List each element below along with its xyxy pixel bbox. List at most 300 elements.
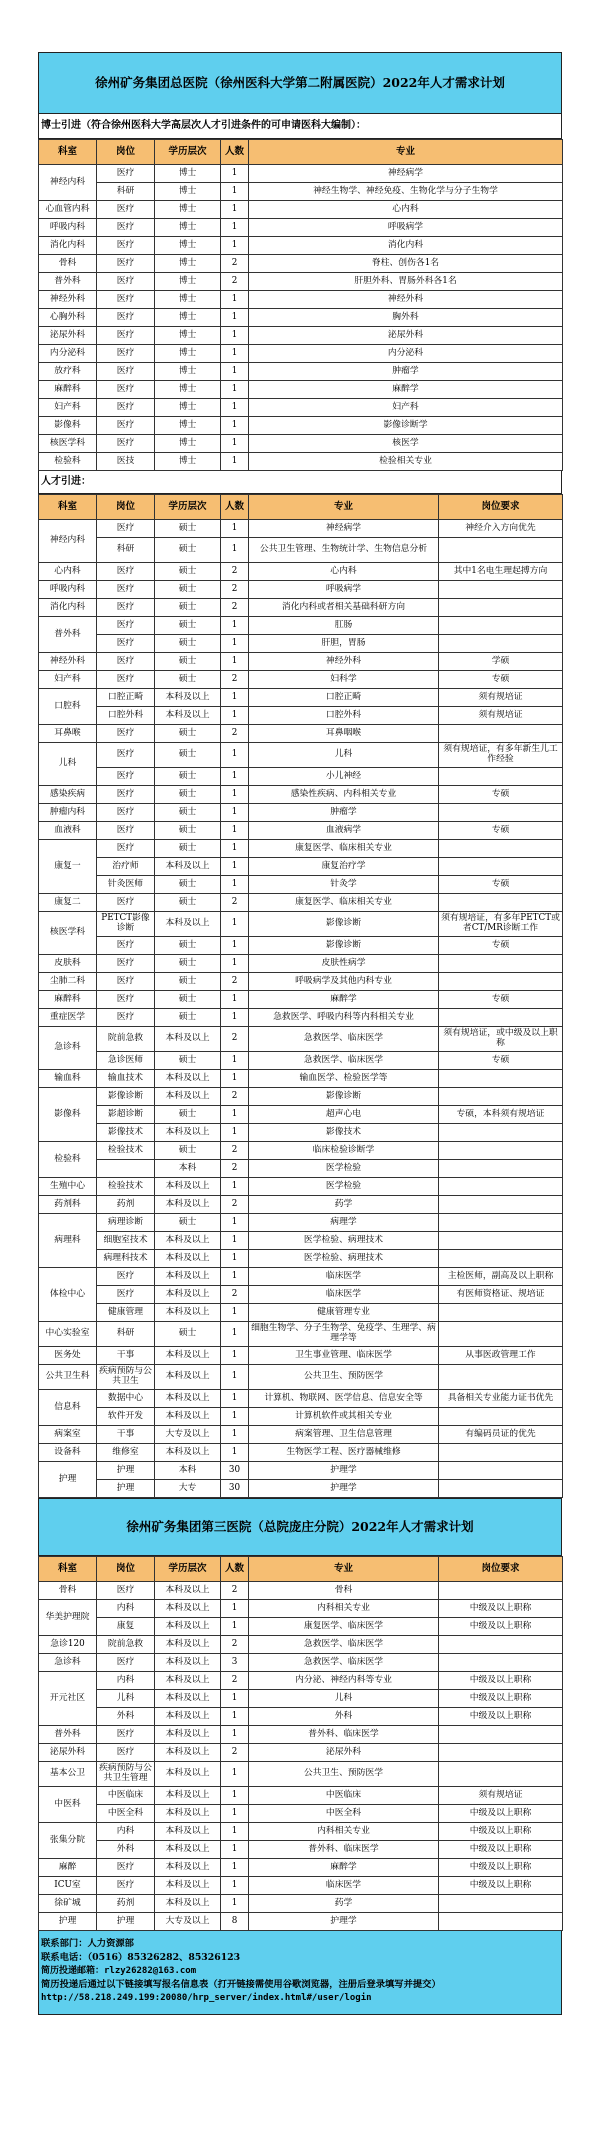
cell-headcount: 30 xyxy=(221,1480,249,1498)
cell-education: 本科及以上 xyxy=(155,1027,221,1052)
cell-requirement: 中级及以上职称 xyxy=(439,1600,563,1618)
cell-headcount: 1 xyxy=(221,399,249,417)
cell-requirement xyxy=(439,1895,563,1913)
cell-department: 口腔科 xyxy=(39,689,97,725)
table-row xyxy=(39,786,563,804)
cell-education: 本科及以上 xyxy=(155,1347,221,1365)
cell-major: 急救医学、临床医学 xyxy=(249,1636,439,1654)
cell-education: 本科及以上 xyxy=(155,1762,221,1787)
cell-requirement xyxy=(439,635,563,653)
cell-education: 博士 xyxy=(155,273,221,291)
cell-major: 儿科 xyxy=(249,1690,439,1708)
cell-department: 信息科 xyxy=(39,1390,97,1426)
cell-education: 博士 xyxy=(155,201,221,219)
cell-department: 中医科 xyxy=(39,1787,97,1823)
cell-education: 博士 xyxy=(155,183,221,201)
cell-position: 健康管理 xyxy=(97,1304,155,1322)
cell-position: 医疗 xyxy=(97,563,155,581)
cell-requirement xyxy=(439,1070,563,1088)
cell-position: 医疗 xyxy=(97,1877,155,1895)
cell-education: 博士 xyxy=(155,237,221,255)
table-row xyxy=(39,599,563,617)
talent-table xyxy=(38,494,563,1498)
cell-major: 普外科、临床医学 xyxy=(249,1841,439,1859)
cell-position: 病理诊断 xyxy=(97,1214,155,1232)
cell-position: 医疗 xyxy=(97,345,155,363)
table-row xyxy=(39,1582,563,1600)
contact-footer xyxy=(38,1931,562,2015)
cell-headcount: 1 xyxy=(221,1859,249,1877)
cell-major: 影像诊断 xyxy=(249,937,439,955)
cell-department: 血液科 xyxy=(39,822,97,840)
cell-requirement: 有编码员证的优先 xyxy=(439,1426,563,1444)
cell-position: 儿科 xyxy=(97,1690,155,1708)
table-row xyxy=(39,955,563,973)
table-row xyxy=(39,1106,563,1124)
table-row xyxy=(39,937,563,955)
table-row xyxy=(39,1322,563,1347)
cell-headcount: 2 xyxy=(221,1027,249,1052)
cell-requirement xyxy=(439,1009,563,1027)
cell-department: 体检中心 xyxy=(39,1268,97,1322)
cell-requirement: 具备相关专业能力证书优先 xyxy=(439,1390,563,1408)
cell-requirement xyxy=(439,725,563,743)
cell-major: 麻醉学 xyxy=(249,381,563,399)
cell-headcount: 1 xyxy=(221,1841,249,1859)
table-row xyxy=(39,1708,563,1726)
table-row xyxy=(39,1744,563,1762)
cell-department: 感染疾病 xyxy=(39,786,97,804)
cell-major: 公共卫生、预防医学 xyxy=(249,1365,439,1390)
cell-major: 影像诊断学 xyxy=(249,417,563,435)
cell-position: 医疗 xyxy=(97,273,155,291)
cell-requirement: 有医师资格证、规培证 xyxy=(439,1286,563,1304)
table-row xyxy=(39,1690,563,1708)
table-row xyxy=(39,1895,563,1913)
cell-major: 神经外科 xyxy=(249,291,563,309)
cell-headcount: 1 xyxy=(221,417,249,435)
cell-requirement: 专硕 xyxy=(439,876,563,894)
cell-headcount: 1 xyxy=(221,201,249,219)
cell-position: 医疗 xyxy=(97,1654,155,1672)
phd-section-heading: 博士引进（符合徐州医科大学高层次人才引进条件的可申请医科大编制）： xyxy=(38,114,562,139)
cell-education: 本科及以上 xyxy=(155,1196,221,1214)
cell-requirement: 专硕 xyxy=(439,786,563,804)
cell-major: 康复医学、临床相关专业 xyxy=(249,840,439,858)
column-header-position: 岗位 xyxy=(97,140,155,165)
cell-requirement xyxy=(439,1726,563,1744)
cell-position: 医疗 xyxy=(97,599,155,617)
cell-headcount: 1 xyxy=(221,1250,249,1268)
table-row xyxy=(39,520,563,538)
cell-major: 临床医学 xyxy=(249,1286,439,1304)
cell-department: 病案室 xyxy=(39,1426,97,1444)
cell-major: 核医学 xyxy=(249,435,563,453)
cell-headcount: 1 xyxy=(221,309,249,327)
column-header-major: 专业 xyxy=(249,495,439,520)
registration-link[interactable]: http://58.218.249.199:20080/hrp_server/index.html#/user/login xyxy=(41,1993,372,2004)
cell-headcount: 3 xyxy=(221,1654,249,1672)
cell-major: 消化内科或者相关基础科研方向 xyxy=(249,599,439,617)
cell-position: 医疗 xyxy=(97,937,155,955)
table-row xyxy=(39,345,563,363)
cell-major: 胸外科 xyxy=(249,309,563,327)
cell-education: 本科及以上 xyxy=(155,1408,221,1426)
contact-email[interactable]: 简历投递邮箱：rlzy26282@163.com xyxy=(41,1965,197,1976)
cell-education: 博士 xyxy=(155,219,221,237)
cell-requirement xyxy=(439,1762,563,1787)
cell-major: 针灸学 xyxy=(249,876,439,894)
cell-headcount: 2 xyxy=(221,1286,249,1304)
table-row xyxy=(39,1913,563,1931)
cell-requirement: 须有规培证，有多年新生儿工作经验 xyxy=(439,743,563,768)
cell-major: 心内科 xyxy=(249,563,439,581)
cell-education: 硕士 xyxy=(155,955,221,973)
cell-department: 泌尿外科 xyxy=(39,327,97,345)
cell-position: 医疗 xyxy=(97,255,155,273)
cell-headcount: 1 xyxy=(221,804,249,822)
cell-position: 科研 xyxy=(97,1322,155,1347)
cell-headcount: 1 xyxy=(221,1268,249,1286)
cell-requirement: 须有规培证，或中级及以上职称 xyxy=(439,1027,563,1052)
table-row xyxy=(39,1823,563,1841)
cell-department: 设备科 xyxy=(39,1444,97,1462)
cell-department: 公共卫生科 xyxy=(39,1365,97,1390)
cell-headcount: 1 xyxy=(221,876,249,894)
cell-requirement xyxy=(439,1444,563,1462)
cell-education: 本科 xyxy=(155,1160,221,1178)
cell-major: 神经外科 xyxy=(249,653,439,671)
table-row xyxy=(39,1214,563,1232)
cell-requirement: 神经介入方向优先 xyxy=(439,520,563,538)
cell-department: 普外科 xyxy=(39,273,97,291)
cell-headcount: 1 xyxy=(221,1618,249,1636)
cell-position: 医疗 xyxy=(97,309,155,327)
cell-headcount: 2 xyxy=(221,255,249,273)
cell-major: 麻醉学 xyxy=(249,991,439,1009)
cell-headcount: 1 xyxy=(221,768,249,786)
cell-department: 尘肺二科 xyxy=(39,973,97,991)
table-row xyxy=(39,1232,563,1250)
cell-education: 本科及以上 xyxy=(155,1070,221,1088)
cell-headcount: 1 xyxy=(221,435,249,453)
cell-education: 硕士 xyxy=(155,786,221,804)
cell-requirement xyxy=(439,1582,563,1600)
table-row xyxy=(39,1408,563,1426)
table-row xyxy=(39,435,563,453)
cell-department: 检验科 xyxy=(39,453,97,471)
cell-major: 生物医学工程、医疗器械维修 xyxy=(249,1444,439,1462)
cell-major: 麻醉学 xyxy=(249,1859,439,1877)
cell-position: 口腔正畸 xyxy=(97,689,155,707)
cell-department: 中心实验室 xyxy=(39,1322,97,1347)
cell-education: 硕士 xyxy=(155,725,221,743)
cell-major: 医学检验 xyxy=(249,1160,439,1178)
cell-position: 医疗 xyxy=(97,1009,155,1027)
cell-requirement xyxy=(439,1250,563,1268)
table-row xyxy=(39,1462,563,1480)
cell-headcount: 1 xyxy=(221,1009,249,1027)
cell-requirement: 中级及以上职称 xyxy=(439,1690,563,1708)
table-row xyxy=(39,1859,563,1877)
cell-position: 医疗 xyxy=(97,520,155,538)
cell-headcount: 1 xyxy=(221,858,249,876)
table-row xyxy=(39,689,563,707)
cell-education: 硕士 xyxy=(155,743,221,768)
cell-education: 硕士 xyxy=(155,1322,221,1347)
cell-position: 护理 xyxy=(97,1480,155,1498)
phd-table xyxy=(38,139,563,471)
cell-headcount: 1 xyxy=(221,291,249,309)
cell-education: 本科及以上 xyxy=(155,1582,221,1600)
table-row xyxy=(39,1805,563,1823)
cell-education: 硕士 xyxy=(155,520,221,538)
cell-major: 急救医学、呼吸内科等内科相关专业 xyxy=(249,1009,439,1027)
cell-department: 放疗科 xyxy=(39,363,97,381)
cell-department: 急诊科 xyxy=(39,1027,97,1070)
cell-headcount: 2 xyxy=(221,581,249,599)
cell-major: 临床医学 xyxy=(249,1268,439,1286)
cell-position: 治疗师 xyxy=(97,858,155,876)
cell-major: 血液病学 xyxy=(249,822,439,840)
cell-department: 重症医学 xyxy=(39,1009,97,1027)
cell-major: 康复医学、临床医学 xyxy=(249,1618,439,1636)
cell-headcount: 1 xyxy=(221,1304,249,1322)
cell-major: 康复医学、临床相关专业 xyxy=(249,894,439,912)
cell-department: 急诊120 xyxy=(39,1636,97,1654)
cell-requirement xyxy=(439,1462,563,1480)
cell-headcount: 1 xyxy=(221,955,249,973)
cell-headcount: 1 xyxy=(221,1762,249,1787)
cell-major: 急救医学、临床医学 xyxy=(249,1654,439,1672)
table-row xyxy=(39,973,563,991)
cell-major: 泌尿外科 xyxy=(249,1744,439,1762)
cell-education: 博士 xyxy=(155,417,221,435)
cell-headcount: 1 xyxy=(221,1408,249,1426)
table-row xyxy=(39,165,563,183)
cell-department: 神经内科 xyxy=(39,520,97,563)
cell-major: 计算机、物联网、医学信息、信息安全等 xyxy=(249,1390,439,1408)
table-row xyxy=(39,822,563,840)
cell-requirement: 中级及以上职称 xyxy=(439,1877,563,1895)
cell-requirement xyxy=(439,1408,563,1426)
column-header-department: 科室 xyxy=(39,495,97,520)
cell-education: 硕士 xyxy=(155,1214,221,1232)
cell-department: 输血科 xyxy=(39,1070,97,1088)
cell-headcount: 1 xyxy=(221,1347,249,1365)
table-row xyxy=(39,671,563,689)
table-row xyxy=(39,327,563,345)
cell-position: 医疗 xyxy=(97,991,155,1009)
cell-major: 肝胆，胃肠 xyxy=(249,635,439,653)
cell-requirement xyxy=(439,1124,563,1142)
cell-headcount: 1 xyxy=(221,1178,249,1196)
column-header-education: 学历层次 xyxy=(155,140,221,165)
cell-major: 内分泌科 xyxy=(249,345,563,363)
cell-position: 检验技术 xyxy=(97,1142,155,1160)
cell-education: 本科及以上 xyxy=(155,1823,221,1841)
cell-department: 骨科 xyxy=(39,1582,97,1600)
cell-position: 影像技术 xyxy=(97,1124,155,1142)
cell-headcount: 1 xyxy=(221,1787,249,1805)
cell-headcount: 2 xyxy=(221,894,249,912)
cell-headcount: 1 xyxy=(221,1444,249,1462)
column-header-headcount: 人数 xyxy=(221,1557,249,1582)
cell-position: 内科 xyxy=(97,1672,155,1690)
cell-major: 骨科 xyxy=(249,1582,439,1600)
cell-major: 妇科学 xyxy=(249,671,439,689)
cell-department: 生殖中心 xyxy=(39,1178,97,1196)
cell-requirement xyxy=(439,858,563,876)
cell-education: 本科及以上 xyxy=(155,912,221,937)
table-row xyxy=(39,1268,563,1286)
cell-position: 医疗 xyxy=(97,291,155,309)
table-row xyxy=(39,417,563,435)
cell-position: 护理 xyxy=(97,1913,155,1931)
cell-department: 开元社区 xyxy=(39,1672,97,1726)
cell-requirement: 专硕 xyxy=(439,991,563,1009)
table-row xyxy=(39,1027,563,1052)
table-row xyxy=(39,363,563,381)
table-row xyxy=(39,1762,563,1787)
table-row xyxy=(39,255,563,273)
cell-education: 博士 xyxy=(155,165,221,183)
cell-requirement xyxy=(439,1196,563,1214)
cell-department: 心内科 xyxy=(39,563,97,581)
table-row xyxy=(39,653,563,671)
cell-major: 护理学 xyxy=(249,1462,439,1480)
cell-education: 博士 xyxy=(155,363,221,381)
cell-position: 影超诊断 xyxy=(97,1106,155,1124)
table-row xyxy=(39,912,563,937)
table-row xyxy=(39,381,563,399)
cell-position: 内科 xyxy=(97,1600,155,1618)
cell-headcount: 2 xyxy=(221,1088,249,1106)
cell-requirement: 从事医政管理工作 xyxy=(439,1347,563,1365)
cell-requirement: 专硕，本科须有规培证 xyxy=(439,1106,563,1124)
table-row xyxy=(39,1600,563,1618)
cell-major: 肿瘤学 xyxy=(249,363,563,381)
cell-major: 病理学 xyxy=(249,1214,439,1232)
cell-major: 检验相关专业 xyxy=(249,453,563,471)
cell-headcount: 2 xyxy=(221,1582,249,1600)
cell-headcount: 1 xyxy=(221,1877,249,1895)
cell-position: 软件开发 xyxy=(97,1408,155,1426)
cell-education: 硕士 xyxy=(155,937,221,955)
table-row xyxy=(39,1070,563,1088)
table-row xyxy=(39,563,563,581)
table-row xyxy=(39,201,563,219)
cell-major: 脊柱、创伤各1名 xyxy=(249,255,563,273)
cell-department: ICU室 xyxy=(39,1877,97,1895)
cell-headcount: 1 xyxy=(221,381,249,399)
table-row xyxy=(39,840,563,858)
cell-major: 急救医学、临床医学 xyxy=(249,1052,439,1070)
cell-position: 医疗 xyxy=(97,1859,155,1877)
cell-position: 康复 xyxy=(97,1618,155,1636)
table-row xyxy=(39,1480,563,1498)
column-header-requirement: 岗位要求 xyxy=(439,1557,563,1582)
cell-headcount: 2 xyxy=(221,1196,249,1214)
cell-position: 干事 xyxy=(97,1426,155,1444)
cell-headcount: 2 xyxy=(221,563,249,581)
cell-department: 护理 xyxy=(39,1913,97,1931)
cell-headcount: 1 xyxy=(221,1365,249,1390)
talent-section-heading: 人才引进： xyxy=(38,471,562,494)
cell-position: 疾病预防与公共卫生管理 xyxy=(97,1762,155,1787)
cell-position: 外科 xyxy=(97,1708,155,1726)
cell-major: 医学检验、病理技术 xyxy=(249,1250,439,1268)
cell-requirement xyxy=(439,617,563,635)
cell-education: 大专 xyxy=(155,1480,221,1498)
table-row xyxy=(39,1347,563,1365)
cell-position: 干事 xyxy=(97,1347,155,1365)
cell-headcount: 30 xyxy=(221,1462,249,1480)
cell-headcount: 2 xyxy=(221,1160,249,1178)
cell-position: 维修室 xyxy=(97,1444,155,1462)
cell-major: 输血医学、检验医学等 xyxy=(249,1070,439,1088)
cell-position: 医疗 xyxy=(97,804,155,822)
cell-education: 本科及以上 xyxy=(155,1304,221,1322)
cell-requirement: 须有规培证，有多年PETCT或者CT/MR诊断工作 xyxy=(439,912,563,937)
cell-major: 药学 xyxy=(249,1895,439,1913)
cell-education: 本科及以上 xyxy=(155,1600,221,1618)
cell-education: 本科及以上 xyxy=(155,1618,221,1636)
table-row xyxy=(39,1250,563,1268)
table-row xyxy=(39,538,563,563)
cell-requirement: 中级及以上职称 xyxy=(439,1859,563,1877)
contact-department: 联系部门：人力资源部 xyxy=(41,1938,134,1949)
cell-requirement xyxy=(439,1232,563,1250)
cell-education: 本科及以上 xyxy=(155,1365,221,1390)
cell-major: 消化内科 xyxy=(249,237,563,255)
cell-requirement: 须有规培证 xyxy=(439,1787,563,1805)
cell-education: 硕士 xyxy=(155,1052,221,1070)
cell-position: 医疗 xyxy=(97,1268,155,1286)
cell-education: 本科及以上 xyxy=(155,1088,221,1106)
table-row xyxy=(39,804,563,822)
table-row xyxy=(39,1304,563,1322)
cell-position: 口腔外科 xyxy=(97,707,155,725)
cell-department: 康复一 xyxy=(39,840,97,894)
table-row xyxy=(39,876,563,894)
cell-position: 医疗 xyxy=(97,363,155,381)
cell-requirement xyxy=(439,1636,563,1654)
table-row xyxy=(39,858,563,876)
cell-education: 硕士 xyxy=(155,671,221,689)
cell-education: 博士 xyxy=(155,399,221,417)
cell-position: 数据中心 xyxy=(97,1390,155,1408)
cell-position: 医疗 xyxy=(97,399,155,417)
cell-headcount: 1 xyxy=(221,653,249,671)
cell-department: 护理 xyxy=(39,1462,97,1498)
cell-requirement xyxy=(439,1178,563,1196)
cell-major: 口腔正畸 xyxy=(249,689,439,707)
cell-headcount: 1 xyxy=(221,1106,249,1124)
cell-education: 本科及以上 xyxy=(155,1250,221,1268)
cell-major: 口腔外科 xyxy=(249,707,439,725)
table-row xyxy=(39,894,563,912)
cell-education: 硕士 xyxy=(155,840,221,858)
cell-education: 硕士 xyxy=(155,822,221,840)
cell-education: 本科及以上 xyxy=(155,1859,221,1877)
cell-requirement xyxy=(439,581,563,599)
cell-position: 医技 xyxy=(97,453,155,471)
cell-headcount: 1 xyxy=(221,991,249,1009)
cell-major: 妇产科 xyxy=(249,399,563,417)
cell-department: 耳鼻喉 xyxy=(39,725,97,743)
cell-requirement: 专硕 xyxy=(439,822,563,840)
